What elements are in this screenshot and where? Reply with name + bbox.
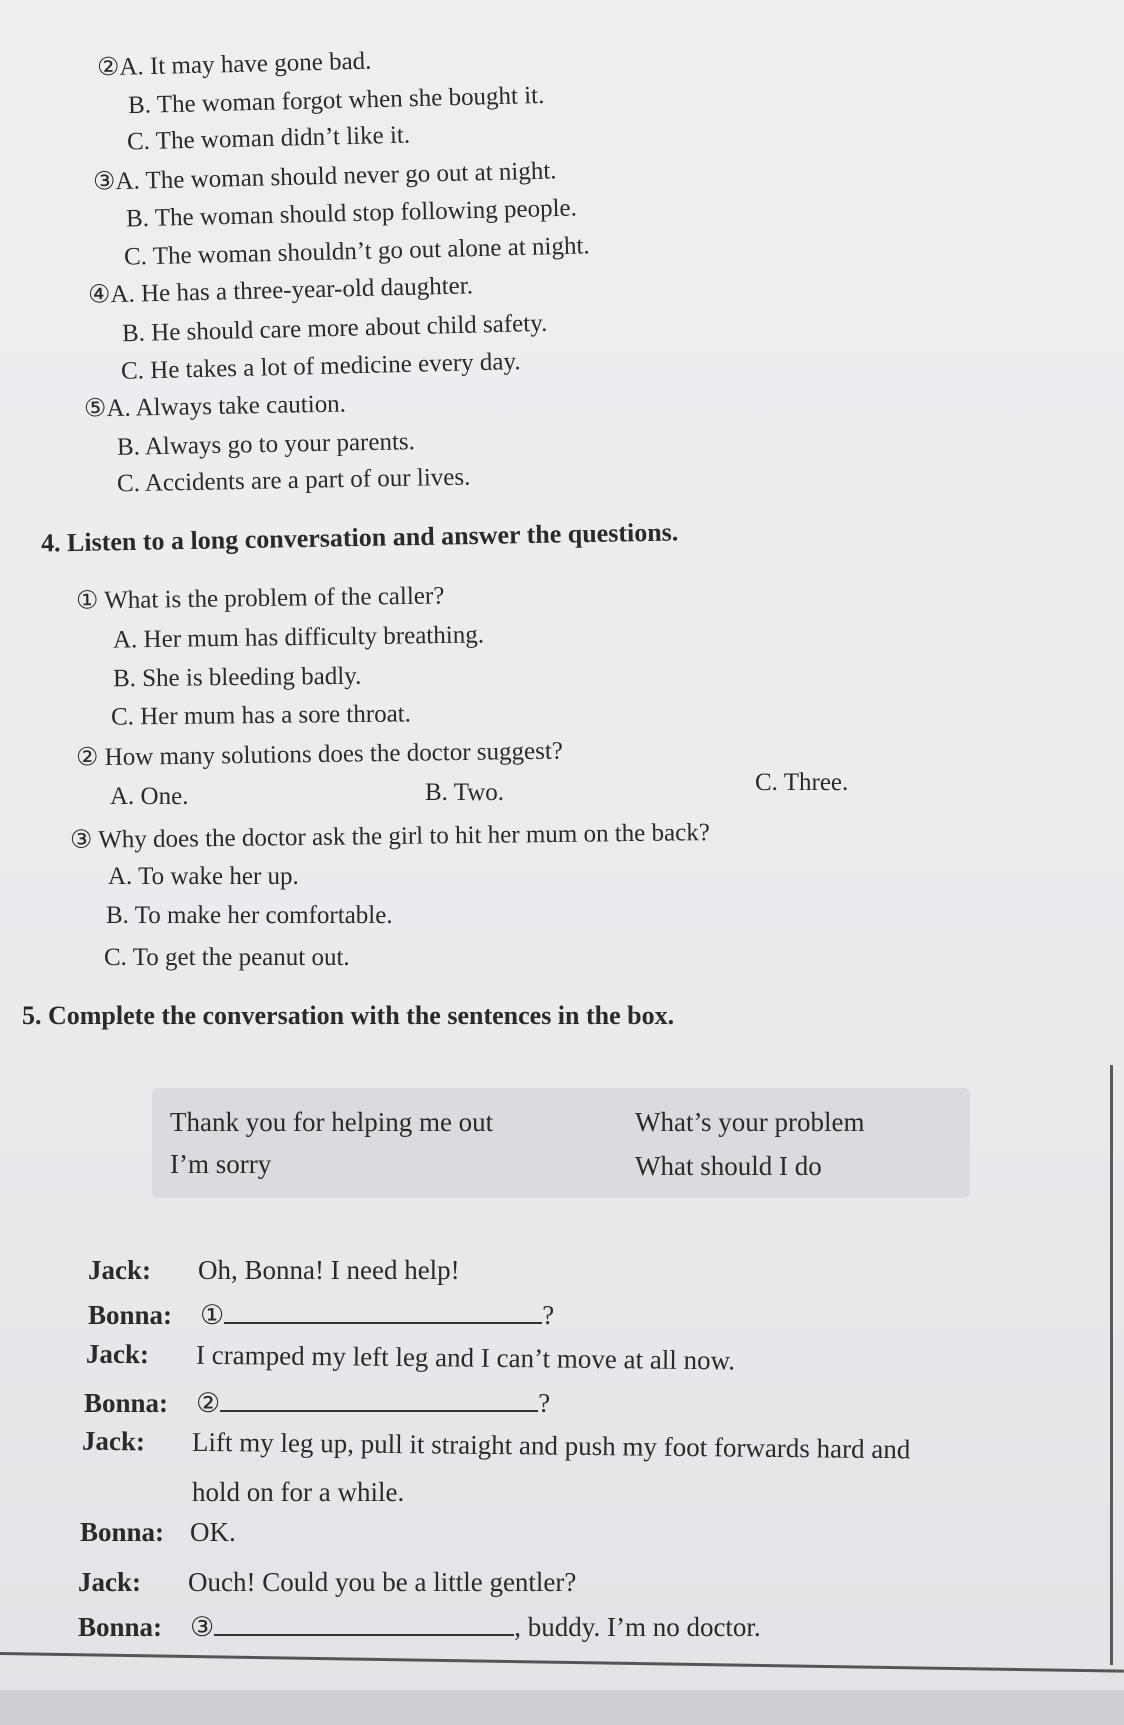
dialog-line-4: [84, 1384, 550, 1420]
s4-q1-option-b: B. She is bleeding badly.: [112, 662, 362, 693]
q2-option-b: B. The woman forgot when she bought it.: [127, 81, 545, 120]
q5-number: ⑤: [83, 395, 107, 423]
dialog-text: Oh, Bonna! I need help!: [198, 1255, 460, 1285]
page-edge-shadow: [0, 1690, 1124, 1725]
q5-option-a-text: A. Always take caution.: [106, 390, 347, 423]
dialog-line-3: [86, 1337, 735, 1378]
s4-q3-option-b: B. To make her comfortable.: [106, 902, 393, 929]
speaker-label: Jack:: [85, 1338, 150, 1370]
box-sentence-1: Thank you for helping me out: [170, 1107, 494, 1137]
dialog-text: Ouch! Could you be a little gentler?: [188, 1567, 577, 1597]
answer-blank-1[interactable]: [224, 1296, 542, 1324]
q4-option-c: C. He takes a lot of medicine every day.: [120, 348, 521, 385]
s4-q3-option-c: C. To get the peanut out.: [104, 944, 350, 971]
q2-option-a-text: A. It may have gone bad.: [119, 47, 372, 81]
section5-heading: 5. Complete the conversation with the sentences in the box.: [22, 1001, 675, 1030]
sentence-box: [152, 1088, 970, 1198]
box-sentence-4: What should I do: [635, 1151, 822, 1181]
q2-number: ②: [96, 53, 120, 82]
bottom-divider: [0, 1652, 1124, 1673]
dialog-text-after: ?: [542, 1300, 555, 1330]
s4-q3-option-a: A. To wake her up.: [108, 863, 299, 890]
blank-number: ①: [200, 1300, 225, 1330]
section4-heading: 4. Listen to a long conversation and answer the questions.: [40, 517, 679, 558]
answer-blank-3[interactable]: [214, 1608, 514, 1636]
blank-number: ③: [190, 1612, 215, 1642]
q3-option-b: B. The woman should stop following people.: [125, 194, 578, 233]
q4-option-a-text: A. He has a three-year-old daughter.: [110, 272, 474, 309]
dialog-line-6: [80, 1515, 236, 1549]
blank-number: ②: [196, 1388, 221, 1418]
box-sentence-2: What’s your problem: [635, 1107, 865, 1137]
q5-option-b: B. Always go to your parents.: [116, 428, 416, 461]
dialog-line-7: [78, 1565, 576, 1599]
s4-q2-option-c: C. Three.: [755, 769, 849, 796]
q4-option-b: B. He should care more about child safety.: [121, 309, 548, 348]
s4-q1-option-a: A. Her mum has difficulty breathing.: [112, 621, 485, 654]
q4-option-a: [88, 271, 474, 310]
q3-option-a-text: A. The woman should never go out at night.: [115, 157, 557, 196]
dialog-line-2: [88, 1296, 554, 1332]
speaker-label: Bonna:: [80, 1517, 165, 1547]
box-sentence-3: I’m sorry: [170, 1149, 272, 1179]
dialog-text-after: ?: [538, 1388, 551, 1418]
divider-line: [1110, 1065, 1113, 1665]
q3-option-c: C. The woman shouldn’t go out alone at night.: [123, 232, 590, 271]
speaker-label: Jack:: [88, 1255, 151, 1285]
q2-option-a: [97, 47, 372, 84]
q3-option-a: [93, 156, 557, 197]
dialog-line-5: [82, 1424, 911, 1467]
dialog-line-5-continued: hold on for a while.: [192, 1477, 405, 1507]
speaker-label: Jack:: [78, 1567, 141, 1597]
dialog-text: OK.: [190, 1517, 236, 1547]
s4-q2-option-a: A. One.: [110, 783, 189, 810]
answer-blank-2[interactable]: [220, 1384, 538, 1412]
speaker-label: Bonna:: [88, 1300, 173, 1330]
dialog-line-8: [78, 1608, 761, 1644]
q4-number: ④: [87, 281, 111, 309]
dialog-line-1: [88, 1253, 460, 1287]
q5-option-c: C. Accidents are a part of our lives.: [116, 463, 471, 498]
s4-q2-question: ② How many solutions does the doctor suggest?: [75, 737, 564, 772]
dialog-text-after: , buddy. I’m no doctor.: [514, 1612, 761, 1642]
q3-number: ③: [92, 168, 116, 196]
s4-q2-option-b: B. Two.: [425, 779, 505, 806]
s4-q1-question: ① What is the problem of the caller?: [75, 582, 445, 615]
dialog-text: I cramped my left leg and I can’t move at all now.: [195, 1339, 736, 1376]
speaker-label: Jack:: [81, 1425, 146, 1457]
speaker-label: Bonna:: [78, 1612, 163, 1642]
q5-option-a: [84, 389, 346, 424]
speaker-label: Bonna:: [84, 1388, 169, 1418]
q2-option-c: C. The woman didn’t like it.: [126, 121, 411, 156]
s4-q1-option-c: C. Her mum has a sore throat.: [110, 700, 412, 731]
dialog-text: Lift my leg up, pull it straight and push my foot forwards hard and: [191, 1426, 911, 1465]
s4-q3-question: ③ Why does the doctor ask the girl to hit her mum on the back?: [69, 819, 710, 854]
